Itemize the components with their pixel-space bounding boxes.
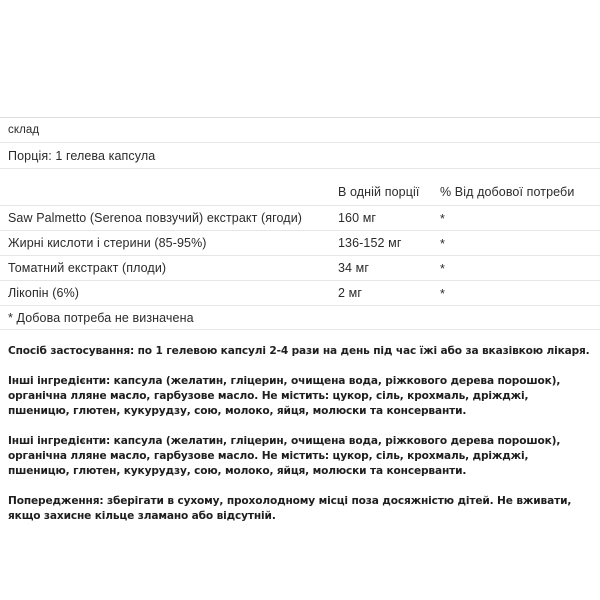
nutrient-amount: 136-152 мг xyxy=(338,236,402,250)
column-header-amount: В одній порції xyxy=(338,185,420,199)
panel-title-row xyxy=(0,118,600,142)
nutrient-amount: 34 мг xyxy=(338,261,370,275)
nutrient-name: Saw Palmetto (Serenoa повзучий) екстракт (ягоди) xyxy=(8,211,303,225)
table-row xyxy=(0,231,600,255)
nutrient-name: Лікопін (6%) xyxy=(8,286,80,300)
top-spacer xyxy=(0,0,600,117)
directions-paragraph: Спосіб застосування: по 1 гелевою капсулі 2-4 рази на день під час їжі або за вказівкою лікаря. xyxy=(8,345,590,357)
rule-bottom xyxy=(0,329,600,330)
nutrient-name: Жирні кислоти і стерини (85-95%) xyxy=(8,236,207,250)
column-header-row xyxy=(0,169,600,205)
footnote-row xyxy=(0,306,600,329)
table-row xyxy=(0,281,600,305)
other-ingredients-paragraph-1: Інші інгредієнти: капсула (желатин, гліцерин, очищена вода, ріжкового дерева порошок), органічна лляне масло, гарбузове масло. Не містить: цукор, сіль, крохмаль, дріжджі, пшеницю, глютен, кукурудзу, сою, молоко, яйця, молюски та консерванти. xyxy=(8,375,561,417)
supplement-facts-panel xyxy=(0,117,600,330)
column-header-daily-value: % Від добової потреби xyxy=(440,185,575,199)
nutrient-daily-value: * xyxy=(440,287,445,301)
nutrient-amount: 160 мг xyxy=(338,211,377,225)
label-copy xyxy=(0,344,600,524)
table-row xyxy=(0,206,600,230)
serving-size-label: Порція: 1 гелева капсула xyxy=(8,148,156,163)
serving-size-row xyxy=(0,143,600,168)
nutrient-daily-value: * xyxy=(440,212,445,226)
nutrient-name: Томатний екстракт (плоди) xyxy=(8,261,167,275)
other-ingredients-paragraph-2: Інші інгредієнти: капсула (желатин, гліцерин, очищена вода, ріжкового дерева порошок), органічна лляне масло, гарбузове масло. Не містить: цукор, сіль, крохмаль, дріжджі, пшеницю, глютен, кукурудзу, сою, молоко, яйця, молюски та консерванти. xyxy=(8,435,561,477)
daily-value-footnote: * Добова потреба не визначена xyxy=(8,310,194,325)
table-row xyxy=(0,256,600,280)
nutrient-amount: 2 мг xyxy=(338,286,362,300)
panel-title: склад xyxy=(8,124,40,136)
nutrient-daily-value: * xyxy=(440,262,445,276)
nutrient-daily-value: * xyxy=(440,237,445,251)
warning-paragraph: Попередження: зберігати в сухому, прохолодному місці поза досяжністю дітей. Не вживати, якщо захисне кільце зламано або відсутній. xyxy=(8,495,572,522)
